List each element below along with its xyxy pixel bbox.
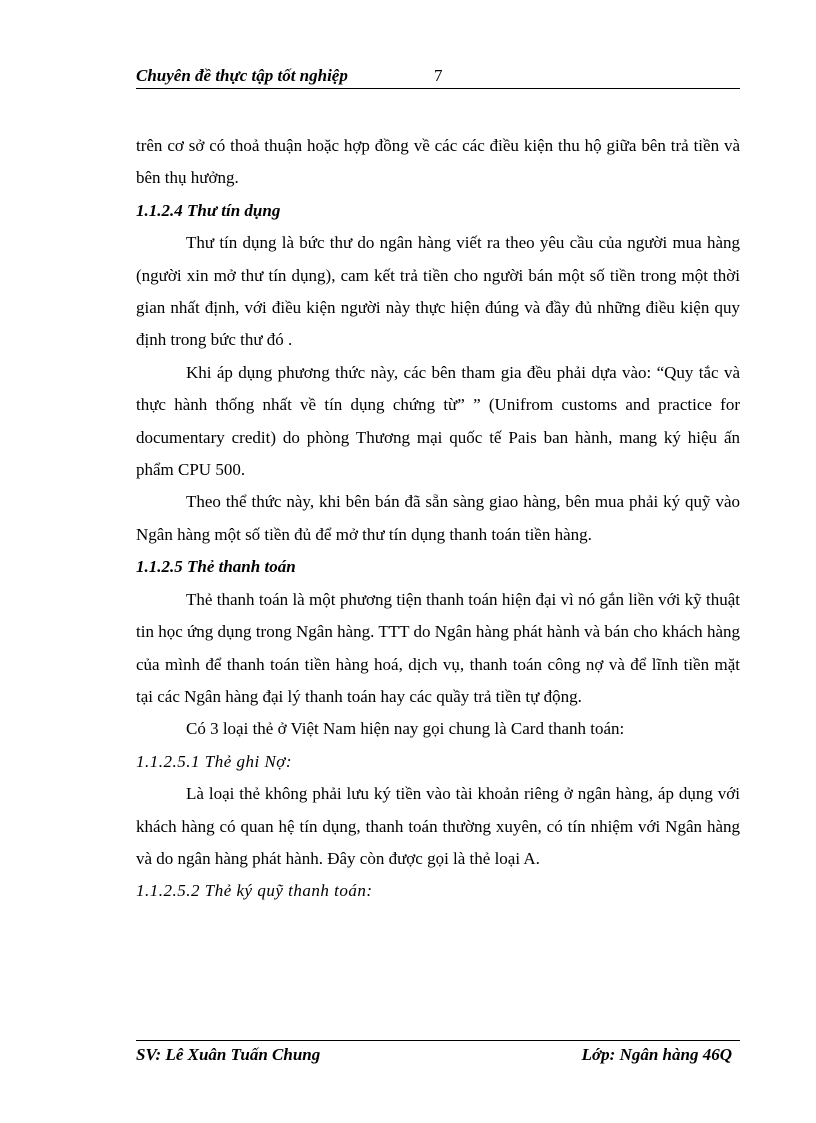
page-footer bbox=[136, 1040, 740, 1071]
document-body bbox=[136, 130, 740, 908]
paragraph-letter-of-credit-definition: Thư tín dụng là bức thư do ngân hàng viết ra theo yêu cầu của người mua hàng (người xin mở thư tín dụng), cam kết trả tiền cho người bán một số tiền trong một thời gian nhất định, với điều kiện người này thực hiện đúng và đầy đủ những điều kiện quy định trong bức thư đó . bbox=[136, 233, 740, 350]
page-number: 7 bbox=[434, 66, 443, 85]
paragraph-letter-of-credit-deposit: Theo thể thức này, khi bên bán đã sẵn sàng giao hàng, bên mua phải ký quỹ vào Ngân hàng một số tiền đủ để mở thư tín dụng thanh toán tiền hàng. bbox=[136, 492, 740, 544]
heading-1-1-2-5: 1.1.2.5 Thẻ thanh toán bbox=[136, 557, 296, 577]
page-header bbox=[136, 62, 740, 89]
paragraph-card-types: Có 3 loại thẻ ở Việt Nam hiện nay gọi chung là Card thanh toán: bbox=[186, 719, 625, 739]
paragraph-payment-card-definition: Thẻ thanh toán là một phương tiện thanh toán hiện đại vì nó gắn liền với kỹ thuật tin học ứng dụng trong Ngân hàng. TTT do Ngân hàng phát hành và bán cho khách hàng của mình để thanh toán tiền hàng hoá, dịch vụ, thanh toán công nợ và để lĩnh tiền mặt tại các Ngân hàng đại lý thanh toán hay các quầy trả tiền tự động. bbox=[136, 589, 740, 706]
paragraph-letter-of-credit-rules: Khi áp dụng phương thức này, các bên tham gia đều phải dựa vào: “Quy tắc và thực hành thống nhất về tín dụng chứng từ” ” (Unifrom customs and practice for documentary credit) do phòng Thương mại quốc tế Pais ban hành, mang ký hiệu ấn phẩm CPU 500. bbox=[136, 362, 740, 480]
heading-1-1-2-5-1: 1.1.2.5.1 Thẻ ghi Nợ: bbox=[136, 751, 293, 771]
paragraph-intro: trên cơ sở có thoả thuận hoặc hợp đồng về các các điều kiện thu hộ giữa bên trả tiền và bên thụ hưởng. bbox=[136, 136, 740, 188]
footer-student: SV: Lê Xuân Tuấn Chung bbox=[136, 1045, 321, 1064]
header-title: Chuyên đề thực tập tốt nghiệp bbox=[136, 66, 348, 85]
paragraph-debit-card: Là loại thẻ không phải lưu ký tiền vào tài khoản riêng ở ngân hàng, áp dụng với khách hàng có quan hệ tín dụng, thanh toán thường xuyên, có tín nhiệm với Ngân hàng và do ngân hàng phát hành. Đây còn được gọi là thẻ loại A. bbox=[136, 784, 740, 868]
footer-class: Lớp: Ngân hàng 46Q bbox=[581, 1045, 732, 1064]
heading-1-1-2-4: 1.1.2.4 Thư tín dụng bbox=[136, 200, 281, 220]
heading-1-1-2-5-2: 1.1.2.5.2 Thẻ ký quỹ thanh toán: bbox=[136, 881, 373, 901]
